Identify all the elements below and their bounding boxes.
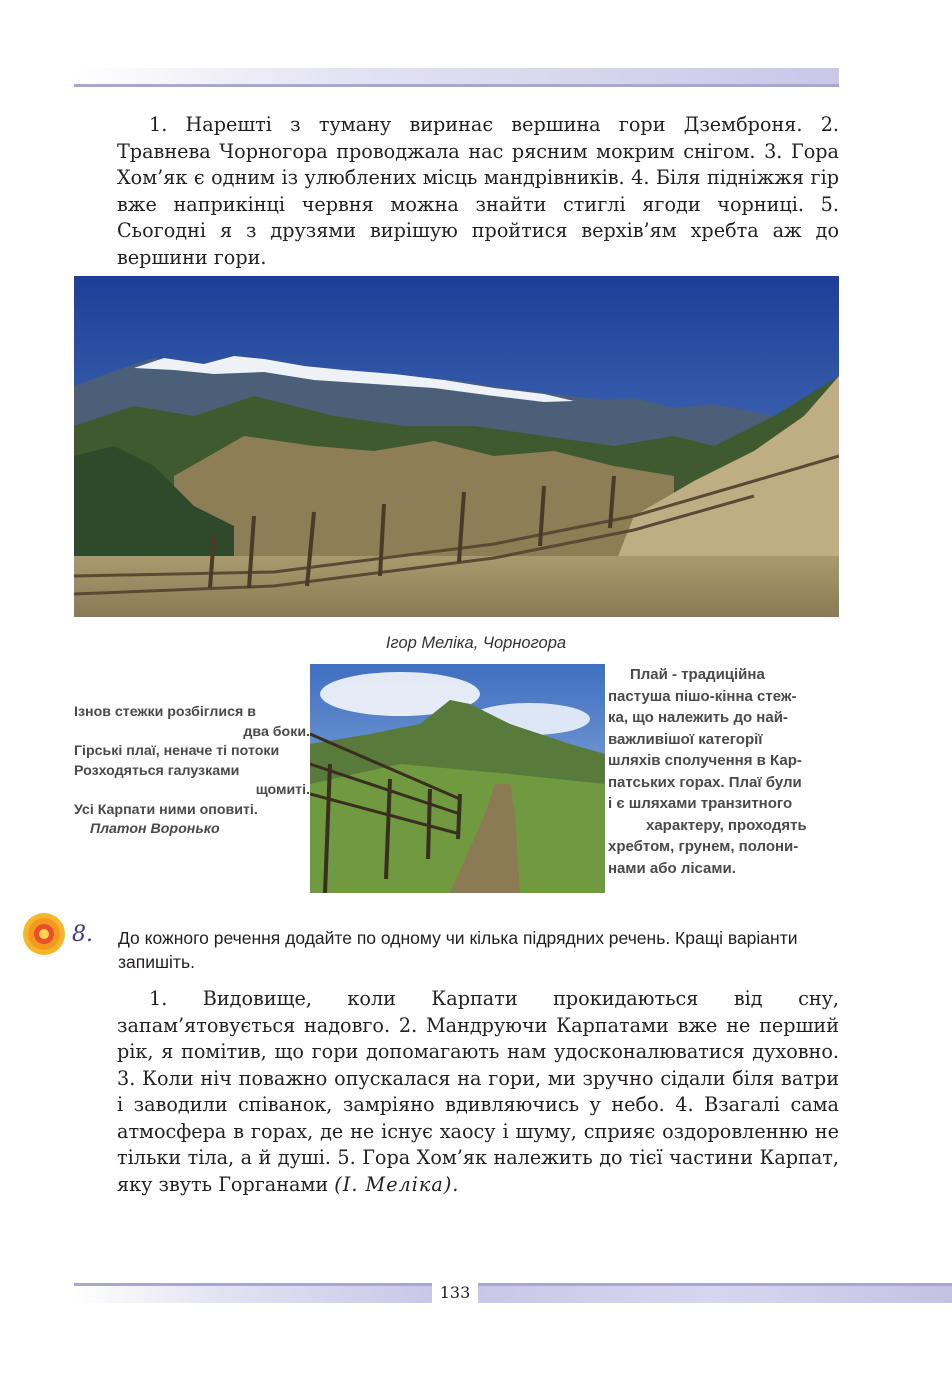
plai-line: хребтом, грунем, полони- (608, 838, 799, 855)
poem-author: Платон Воронько (90, 821, 220, 837)
task-sentences-text: 1. Видовище, коли Карпати прокидаються від сну, запам’ятовується надовго. 2. Мандруючи Карпатами вже не перший рік, я помітив, що гори допомагають нам удосконалюватися духовно. 3. Коли ніч поважно опускалася на гори, ми зручно сідали біля ватри і заводили співанок, замріяно вдивляючись у небо. 4. Взагалі сама атмосфера в горах, де не існує хаосу і шуму, сприяє оздоровленню не тільки тіла, а й душі. 5. Гора Хом’як належить до тієї частини Карпат, яку звуть Горганами (117, 987, 839, 1196)
sun-task-icon (22, 912, 66, 956)
sentences-text: 1. Нарешті з туману виринає вершина гори Дземброня. 2. Травнева Чорногора проводжала нас рясним мокрим снігом. 3. Гора Хом’як є одним із улюблених місць мандрівників. 4. Біля підніжжя гір вже наприкінці червня можна знайти стиглі ягоди чорниці. 5. Сьогодні я з друзями вирішую пройтися верхів’ям хребта аж до вершини гори. (117, 113, 839, 269)
plai-line: ка, що належить до най- (608, 709, 788, 726)
author-reference: (І. Меліка). (334, 1172, 460, 1196)
poem-block (74, 703, 310, 840)
plai-line: шляхів сполучення в Кар- (608, 752, 802, 769)
task-sentences-paragraph (117, 986, 839, 1198)
plai-line: характеру, проходять (646, 816, 807, 834)
header-decor-bar (74, 68, 839, 87)
task-number: 8. (72, 922, 93, 947)
footer-decor-bar-left (74, 1283, 432, 1303)
footer-decor-bar-right (478, 1283, 952, 1303)
poem-line: два боки. (243, 723, 310, 740)
poem-line: Гірські плаї, неначе ті потоки (74, 743, 280, 759)
poem-line: Ізнов стежки розбіглися в (74, 704, 256, 720)
poem-line: щомиті. (255, 782, 310, 798)
plai-line: патських горах. Плаї були (608, 773, 802, 791)
chornohora-photo (74, 276, 839, 617)
plai-path-photo (310, 664, 605, 893)
poem-line: Усі Карпати ними оповиті. (74, 801, 258, 818)
sentences-paragraph (117, 112, 839, 271)
poem-line: Розходяться галузками (74, 762, 240, 779)
photo-caption: Ігор Меліка, Чорногора (385, 634, 567, 652)
plai-line: важливішої категорії (608, 730, 763, 748)
plai-line: і є шляхами транзитного (608, 795, 793, 812)
plai-line: Плай - традиційна (630, 666, 765, 683)
plai-line: пастуша пішо-кінна стеж- (608, 687, 797, 705)
page-number: 133 (439, 1283, 471, 1302)
plai-definition (608, 664, 840, 879)
task-instruction: До кожного речення додайте по одному чи кілька підрядних речень. Кращі варіанти запишіть. (118, 928, 798, 972)
plai-line: нами або лісами. (608, 859, 736, 877)
